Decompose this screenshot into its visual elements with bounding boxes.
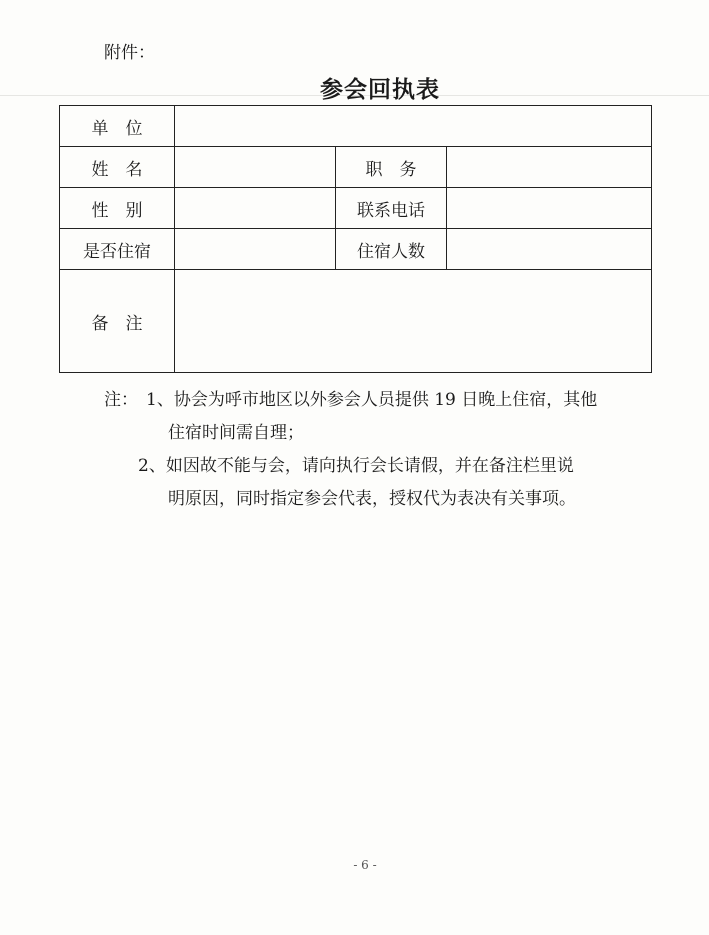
name-field[interactable] [175, 147, 336, 188]
form-row-gender [60, 188, 652, 229]
lodging-field[interactable] [175, 229, 336, 270]
note-item-2-line-2: 明原因，同时指定参会代表，授权代为表决有关事项。 [168, 489, 576, 509]
form-row-name [60, 147, 652, 188]
form-row-unit [60, 106, 652, 147]
phone-field[interactable] [447, 188, 652, 229]
note-item-1-text: 1、协会为呼市地区以外参会人员提供 19 日晚上住宿，其他 [146, 390, 598, 410]
note-item-2-line-1: 2、如因故不能与会，请向执行会长请假，并在备注栏里说 [138, 456, 574, 476]
page-title: 参会回执表 [320, 76, 440, 103]
note-item-1-line-1 [104, 384, 644, 417]
phone-label: 联系电话 [336, 188, 447, 229]
receipt-form-table [59, 105, 652, 373]
lodging-label: 是否住宿 [60, 229, 175, 270]
page-number: - 6 - [353, 858, 377, 872]
lodging-count-field[interactable] [447, 229, 652, 270]
gender-label: 性 别 [60, 188, 175, 229]
form-row-remarks [60, 270, 652, 373]
note-item-1-line-2: 住宿时间需自理； [168, 423, 304, 443]
remarks-field[interactable] [175, 270, 652, 373]
name-label: 姓 名 [60, 147, 175, 188]
gender-field[interactable] [175, 188, 336, 229]
position-label: 职 务 [336, 147, 447, 188]
lodging-count-label: 住宿人数 [336, 229, 447, 270]
unit-label: 单 位 [60, 106, 175, 147]
notes-section [104, 384, 644, 516]
remarks-label: 备 注 [60, 270, 175, 373]
form-row-lodging [60, 229, 652, 270]
notes-prefix: 注： [104, 390, 138, 410]
attachment-label: 附件： [104, 43, 155, 63]
position-field[interactable] [447, 147, 652, 188]
unit-field[interactable] [175, 106, 652, 147]
